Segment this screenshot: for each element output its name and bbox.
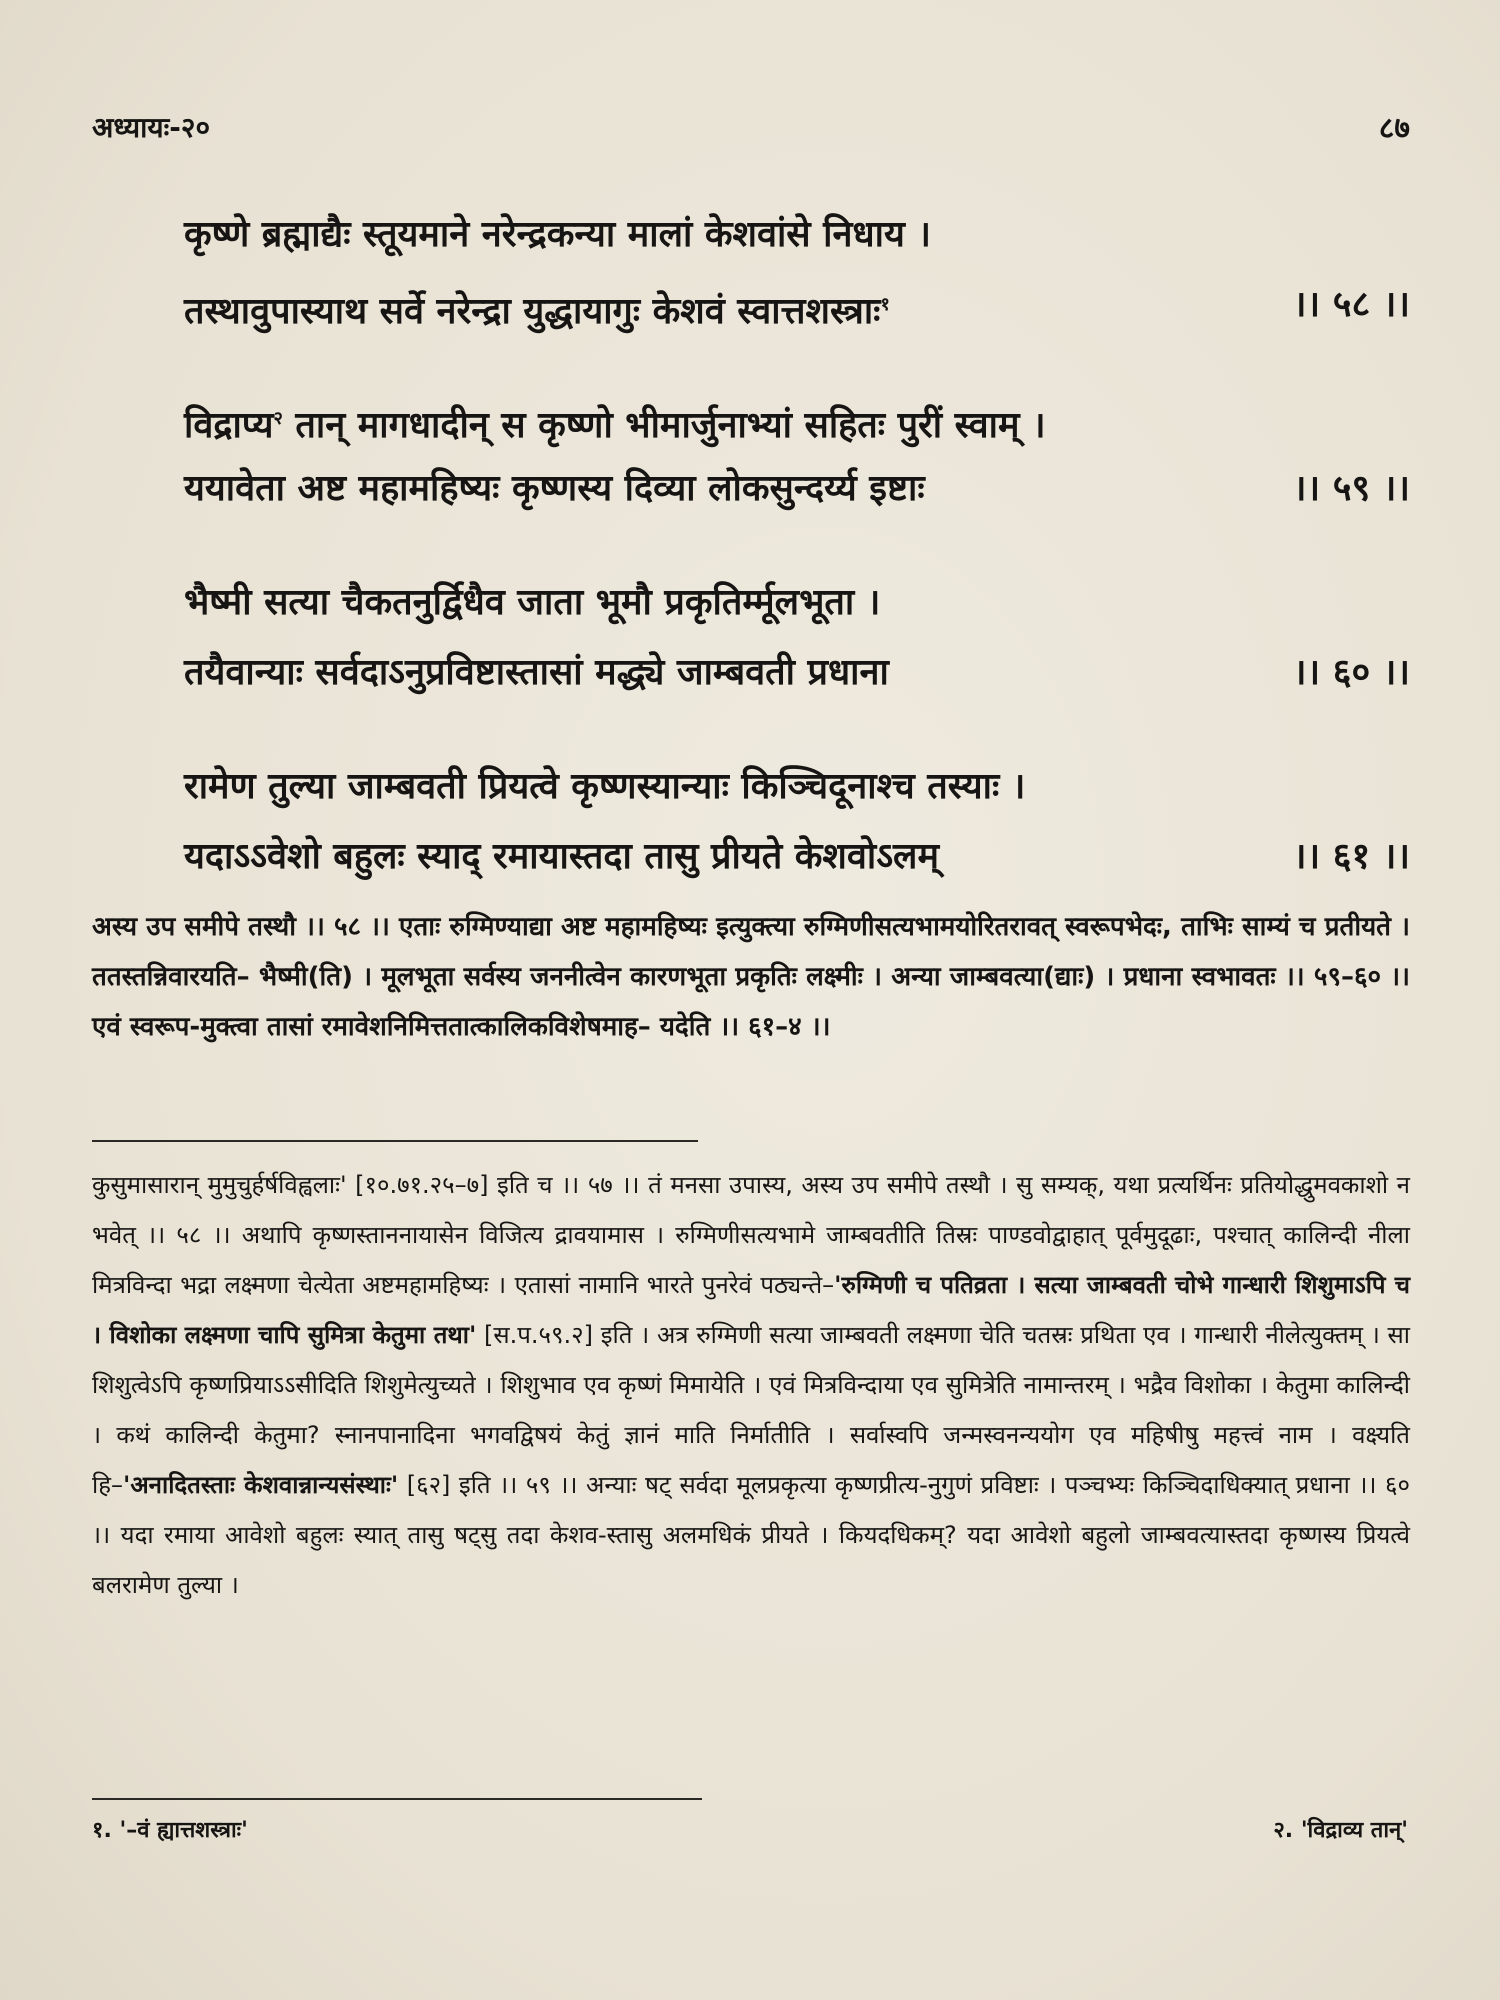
verse-58 (184, 200, 1410, 340)
verse-text: तस्थावुपास्याथ सर्वे नरेन्द्रा युद्धायागुः केशवं स्वात्तशस्त्राः (184, 291, 881, 332)
verse-line (184, 200, 1410, 270)
notes-text: कुसुमासारान् मुमुचुर्हर्षविह्वलाः' [१०.७१.२५–७] इति च ।। ५७ ।। तं मनसा उपास्य, अस्य उप समीपे तस्थौ । सु सम्यक्, यथा प्रत्यर्थिनः प्रतियोद्धुमवकाशो न भवेत् ।। ५८ ।। अथापि कृष्णस्ताननायासेन विजित्य द्रावयामास । रुग्मिणीसत्यभामे जाम्बवतीति तिस्रः पाण्डवोद्वाहात् पूर्वमुदूढाः, पश्चात् कालिन्दी नीला मित्रविन्दा भद्रा लक्ष्मणा चेत्येता अष्टमहामहिष्यः । एतासां नामानि भारते पुनरेवं पठ्यन्ते– (92, 1171, 1410, 1299)
verse-line (184, 270, 1410, 340)
verse-number: ।। ५९ ।। (1292, 468, 1410, 509)
verse-line (184, 752, 1410, 822)
footnote-1: १. '–वं ह्यात्तशस्त्राः' (92, 1818, 248, 1843)
notes-paragraph (92, 1160, 1410, 1610)
verse-text: तान् मागधादीन् स कृष्णो भीमार्जुनाभ्यां सहितः पुरीं स्वाम् । (282, 405, 1046, 446)
divider (92, 1140, 698, 1142)
verse-text: विद्राप्य (184, 405, 274, 446)
divider (92, 1798, 702, 1800)
verse-line (184, 568, 1410, 638)
verse-text: रामेण तुल्या जाम्बवती प्रियत्वे कृष्णस्यान्याः किञ्चिदूनाश्च तस्याः । (184, 766, 1026, 807)
verse-line (184, 454, 1410, 524)
verse-block (184, 200, 1410, 936)
verse-number: ।। ६१ ।। (1292, 836, 1410, 877)
verse-61 (184, 752, 1410, 892)
quoted-text: 'रुग्मिणी च पतिव्रता । सत्या जाम्बवती चोभे गान्धारी शिशुमाऽपि च । विशोका लक्ष्मणा चापि सुमित्रा केतुमा तथा' (92, 1271, 1410, 1349)
footnote-2: २. 'विद्राव्य तान्' (1273, 1818, 1408, 1843)
verse-line (184, 822, 1410, 892)
page-number: ८७ (1378, 111, 1410, 146)
commentary-paragraph: अस्य उप समीपे तस्थौ ।। ५८ ।। एताः रुग्मिण्याद्या अष्ट महामहिष्यः इत्युक्त्या रुग्मिणीसत्यभामयोरितरावत् स्वरूपभेदः, ताभिः साम्यं च प्रतीयते । ततस्तन्निवारयति– भैष्मी(ति) । मूलभूता सर्वस्य जननीत्वेन कारणभूता प्रकृतिः लक्ष्मीः । अन्या जाम्बवत्या(द्याः) । प्रधाना स्वभावतः ।। ५९–६० ।। एवं स्वरूप-मुक्त्वा तासां रमावेशनिमित्ततात्कालिकविशेषमाह– यदेति ।। ६१–४ ।। (92, 912, 1410, 1042)
footnote-marker: १ (880, 294, 890, 315)
chapter-header: अध्यायः-२० (92, 111, 211, 144)
notes-text: [स.प.५९.२] इति । अत्र रुग्मिणी सत्या जाम्बवती लक्ष्मणा चेति चतस्रः प्रथिता एव । गान्धारी नीलेत्युक्तम् । सा शिशुत्वेऽपि कृष्णप्रियाऽऽसीदिति शिशुमेत्युच्यते । शिशुभाव एव कृष्णं मिमायेति । एवं मित्रविन्दाया एव सुमित्रेति नामान्तरम् । भद्रैव विशोका । केतुमा कालिन्दी । कथं कालिन्दी केतुमा? स्नानपानादिना भगवद्विषयं केतुं ज्ञानं माति निर्मातीति । सर्वास्वपि जन्मस्वनन्ययोग एव महिषीषु महत्त्वं नाम । वक्ष्यति हि– (92, 1321, 1410, 1499)
verse-number: ।। ६० ।। (1292, 652, 1410, 693)
notes-text: [६२] इति ।। ५९ ।। अन्याः षट् सर्वदा मूलप्रकृत्या कृष्णप्रीत्य-नुगुणं प्रविष्टाः । पञ्चभ्यः किञ्चिदाधिक्यात् प्रधाना ।। ६० ।। यदा रमाया आवेशो बहुलः स्यात् तासु षट्सु तदा केशव-स्तासु अलमधिकं प्रीयते । कियदधिकम्? यदा आवेशो बहुलो जाम्बवत्यास्तदा कृष्णस्य प्रियत्वे बलरामेण तुल्या । (92, 1471, 1410, 1599)
verse-line (184, 384, 1410, 454)
quoted-text: 'अनादितस्ताः केशवान्नान्यसंस्थाः' (122, 1471, 399, 1499)
verse-59 (184, 384, 1410, 524)
footnote-marker: २ (273, 408, 283, 429)
verse-text: भैष्मी सत्या चैकतनुर्द्विधैव जाता भूमौ प्रकृतिर्म्मूलभूता । (184, 582, 881, 623)
verse-text: यदाऽऽवेशो बहुलः स्याद् रमायास्तदा तासु प्रीयते केशवोऽलम् (184, 836, 939, 877)
verse-line (184, 638, 1410, 708)
verse-text: ययावेता अष्ट महामहिष्यः कृष्णस्य दिव्या लोकसुन्दर्य्य इष्टाः (184, 468, 925, 509)
verse-text: कृष्णे ब्रह्माद्यैः स्तूयमाने नरेन्द्रकन्या मालां केशवांसे निधाय । (184, 214, 932, 255)
verse-number: ।। ५८ ।। (1292, 284, 1410, 325)
verse-60 (184, 568, 1410, 708)
verse-text: तयैवान्याः सर्वदाऽनुप्रविष्टास्तासां मद्ध्ये जाम्बवती प्रधाना (184, 652, 889, 693)
